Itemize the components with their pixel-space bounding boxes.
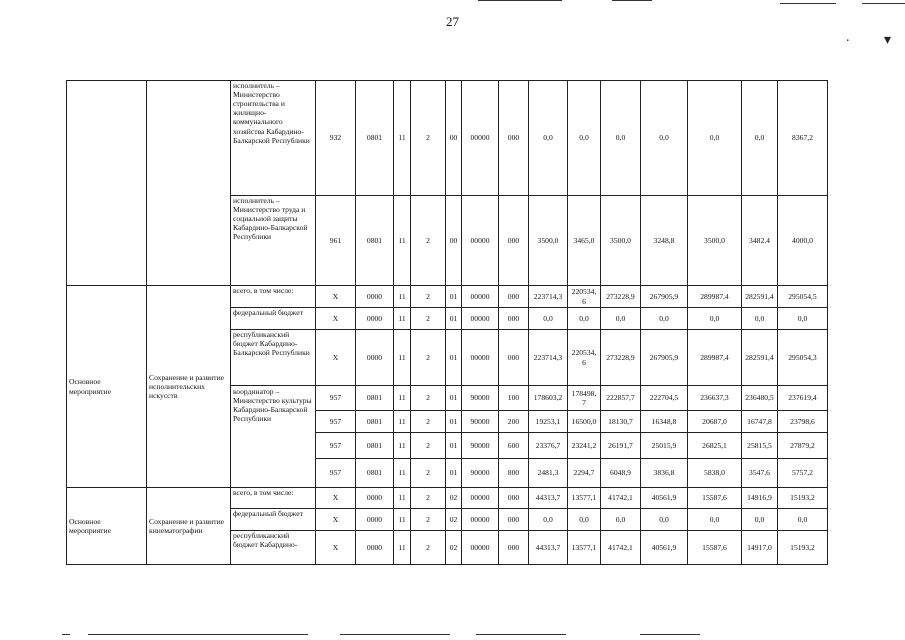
table-cell: 90000 — [462, 411, 499, 433]
table-cell: 23241,2 — [568, 433, 601, 459]
table-cell: 5838,0 — [688, 459, 742, 488]
table-cell: 000 — [499, 308, 529, 330]
table-cell: координатор – Министерство культуры Кабардино-Балкарской Республики — [231, 386, 316, 488]
table-cell: 90000 — [462, 459, 499, 488]
table-cell: 3500,0 — [601, 196, 641, 286]
table-cell: 00000 — [462, 196, 499, 286]
table-cell: 100 — [499, 386, 529, 411]
table-cell: 223714,3 — [529, 286, 568, 308]
table-cell: 13577,1 — [568, 531, 601, 565]
table-row — [67, 286, 828, 308]
table-cell: 282591,4 — [742, 286, 778, 308]
table-cell: 01 — [446, 308, 462, 330]
table-cell: 25815,5 — [742, 433, 778, 459]
table-cell: 0801 — [356, 411, 394, 433]
table-cell: 6048,9 — [601, 459, 641, 488]
budget-table — [66, 80, 828, 565]
table-cell: 000 — [499, 531, 529, 565]
table-cell: 220534,6 — [568, 330, 601, 386]
table-cell: 13577,1 — [568, 488, 601, 509]
table-cell: 44313,7 — [529, 531, 568, 565]
table-cell: 0,0 — [742, 509, 778, 531]
table-cell: 5757,2 — [778, 459, 828, 488]
table-cell: 15587,6 — [688, 488, 742, 509]
table-cell — [147, 81, 231, 196]
table-cell: 18130,7 — [601, 411, 641, 433]
table-cell: 0801 — [356, 386, 394, 411]
table-cell: всего, в том числе: — [231, 286, 316, 308]
table-cell: 23798,6 — [778, 411, 828, 433]
table-cell: 0801 — [356, 459, 394, 488]
table-cell: 0,0 — [529, 308, 568, 330]
table-cell: Основное мероприятие — [67, 286, 147, 488]
table-cell: 00000 — [462, 531, 499, 565]
table-cell: 2 — [411, 330, 446, 386]
table-cell: 295054,5 — [778, 286, 828, 308]
bottom-rule-1 — [62, 634, 70, 635]
table-cell: республиканский бюджет Кабардино- — [231, 531, 316, 565]
table-cell: 02 — [446, 509, 462, 531]
table-cell: 2 — [411, 531, 446, 565]
table-cell — [147, 196, 231, 286]
table-cell: 957 — [316, 386, 356, 411]
table-cell — [67, 81, 147, 196]
top-rule-4 — [862, 3, 905, 4]
table-cell: 2 — [411, 411, 446, 433]
table-cell: 11 — [394, 433, 411, 459]
table-cell: 237619,4 — [778, 386, 828, 411]
table-cell: 11 — [394, 196, 411, 286]
table-cell: 273228,9 — [601, 286, 641, 308]
margin-mark-1: . — [846, 30, 850, 45]
table-cell: X — [316, 330, 356, 386]
table-cell: 2 — [411, 488, 446, 509]
table-cell: 0,0 — [568, 308, 601, 330]
table-cell: 16348,8 — [641, 411, 688, 433]
table-cell: 600 — [499, 433, 529, 459]
table-cell: 00000 — [462, 488, 499, 509]
table-cell: 957 — [316, 411, 356, 433]
table-cell: 0,0 — [641, 308, 688, 330]
bottom-rule-3 — [340, 634, 450, 635]
table-cell: 0,0 — [568, 81, 601, 196]
table-cell — [67, 196, 147, 286]
table-cell: 25015,9 — [641, 433, 688, 459]
table-cell: 0,0 — [742, 81, 778, 196]
table-cell: 0,0 — [529, 81, 568, 196]
table-cell: 2 — [411, 286, 446, 308]
table-cell: 178603,2 — [529, 386, 568, 411]
table-cell: 11 — [394, 488, 411, 509]
table-cell: 00000 — [462, 330, 499, 386]
table-cell: 02 — [446, 531, 462, 565]
table-cell: 3248,8 — [641, 196, 688, 286]
table-cell: 01 — [446, 286, 462, 308]
table-cell: X — [316, 308, 356, 330]
table-cell: 223714,3 — [529, 330, 568, 386]
table-cell: 222857,7 — [601, 386, 641, 411]
table-cell: 200 — [499, 411, 529, 433]
table-cell: 11 — [394, 286, 411, 308]
table-cell: 000 — [499, 286, 529, 308]
table-cell: 0,0 — [601, 308, 641, 330]
table-cell: 000 — [499, 330, 529, 386]
table-cell: 41742,1 — [601, 531, 641, 565]
table-cell: 000 — [499, 81, 529, 196]
table-cell: 23376,7 — [529, 433, 568, 459]
table-cell: 90000 — [462, 386, 499, 411]
table-cell: 90000 — [462, 433, 499, 459]
table-cell: 3500,0 — [529, 196, 568, 286]
table-cell: 0,0 — [688, 509, 742, 531]
table-cell: 0,0 — [778, 308, 828, 330]
table-cell: республиканский бюджет Кабардино-Балкарской Республики — [231, 330, 316, 386]
table-cell: 0000 — [356, 509, 394, 531]
table-cell: 20687,0 — [688, 411, 742, 433]
table-cell: 3547,6 — [742, 459, 778, 488]
table-cell: 3482,4 — [742, 196, 778, 286]
top-rule-3 — [780, 3, 836, 4]
table-cell: 0,0 — [529, 509, 568, 531]
table-cell: 40561,9 — [641, 531, 688, 565]
table-cell: 2 — [411, 308, 446, 330]
table-cell: 222704,5 — [641, 386, 688, 411]
table-cell: 26825,1 — [688, 433, 742, 459]
table-cell: 11 — [394, 411, 411, 433]
top-rule-1 — [478, 0, 562, 1]
table-cell: 220534,6 — [568, 286, 601, 308]
table-cell: 2294,7 — [568, 459, 601, 488]
table-cell: 11 — [394, 308, 411, 330]
table-cell: 0000 — [356, 286, 394, 308]
table-cell: 0,0 — [601, 509, 641, 531]
table-cell: 01 — [446, 411, 462, 433]
table-cell: 0,0 — [688, 308, 742, 330]
table-row — [67, 488, 828, 509]
table-cell: федеральный бюджет — [231, 509, 316, 531]
table-cell: 40561,9 — [641, 488, 688, 509]
table-cell: 0801 — [356, 196, 394, 286]
table-cell: X — [316, 286, 356, 308]
table-cell: 3500,0 — [688, 196, 742, 286]
table-cell: 44313,7 — [529, 488, 568, 509]
table-cell: 0000 — [356, 330, 394, 386]
table-cell: X — [316, 509, 356, 531]
table-cell: 289987,4 — [688, 330, 742, 386]
table-cell: 0801 — [356, 81, 394, 196]
table-cell: 00 — [446, 196, 462, 286]
table-row — [67, 196, 828, 286]
table-cell: 2 — [411, 433, 446, 459]
table-cell: 3836,8 — [641, 459, 688, 488]
table-cell: 11 — [394, 386, 411, 411]
table-cell: исполнитель – Министерство строительства и жилищно-коммунального хозяйства Кабардино-Балкарской Республики — [231, 81, 316, 196]
table-cell: 0,0 — [601, 81, 641, 196]
table-cell: 00000 — [462, 308, 499, 330]
table-cell: 11 — [394, 509, 411, 531]
table-cell: 000 — [499, 196, 529, 286]
table-cell: 236637,3 — [688, 386, 742, 411]
table-cell: 15193,2 — [778, 531, 828, 565]
table-cell: 16500,0 — [568, 411, 601, 433]
table-cell: 2 — [411, 509, 446, 531]
table-cell: 0,0 — [568, 509, 601, 531]
table-cell: 15587,6 — [688, 531, 742, 565]
table-cell: 3465,0 — [568, 196, 601, 286]
table-cell: 0,0 — [742, 308, 778, 330]
table-cell: Основное мероприятие — [67, 488, 147, 565]
table-cell: X — [316, 488, 356, 509]
table-cell: 11 — [394, 81, 411, 196]
table-cell: 15193,2 — [778, 488, 828, 509]
table-cell: 00 — [446, 81, 462, 196]
margin-mark-2: ▾ — [884, 33, 892, 48]
table-cell: 0,0 — [641, 81, 688, 196]
table-cell: 0000 — [356, 488, 394, 509]
bottom-rule-4 — [476, 634, 566, 635]
table-cell: 01 — [446, 459, 462, 488]
bottom-rule-2 — [88, 634, 308, 635]
table-cell: 11 — [394, 531, 411, 565]
table-cell: исполнитель – Министерство труда и социальной защиты Кабардино-Балкарской Республики — [231, 196, 316, 286]
table-cell: 2 — [411, 81, 446, 196]
table-cell: 273228,9 — [601, 330, 641, 386]
table-cell: 282591,4 — [742, 330, 778, 386]
table-cell: 0000 — [356, 308, 394, 330]
table-cell: 289987,4 — [688, 286, 742, 308]
table-cell: 27879,2 — [778, 433, 828, 459]
table-cell: 2 — [411, 386, 446, 411]
table-cell: 00000 — [462, 286, 499, 308]
table-cell: 000 — [499, 488, 529, 509]
table-cell: 0000 — [356, 531, 394, 565]
table-cell: 4000,0 — [778, 196, 828, 286]
table-cell: 267905,9 — [641, 330, 688, 386]
table-cell: 41742,1 — [601, 488, 641, 509]
top-rule-2 — [612, 0, 652, 1]
table-cell: 16747,8 — [742, 411, 778, 433]
table-cell: 800 — [499, 459, 529, 488]
table-cell: федеральный бюджет — [231, 308, 316, 330]
table-cell: 2481,3 — [529, 459, 568, 488]
table-cell: 0,0 — [778, 509, 828, 531]
table-cell: Сохранение и развитие кинематографии — [147, 488, 231, 565]
table-row — [67, 81, 828, 196]
table-cell: всего, в том числе: — [231, 488, 316, 509]
table-cell: 236480,5 — [742, 386, 778, 411]
table-cell: 00000 — [462, 81, 499, 196]
table-cell: 02 — [446, 488, 462, 509]
table-cell: 000 — [499, 509, 529, 531]
table-cell: 19253,1 — [529, 411, 568, 433]
table-cell: 295054,3 — [778, 330, 828, 386]
bottom-rule-5 — [640, 634, 700, 635]
table-cell: 2 — [411, 196, 446, 286]
table-cell: Сохранение и развитие исполнительских искусств — [147, 286, 231, 488]
table-cell: 178498,7 — [568, 386, 601, 411]
table-cell: 26191,7 — [601, 433, 641, 459]
table-cell: 8367,2 — [778, 81, 828, 196]
table-cell: X — [316, 531, 356, 565]
table-cell: 2 — [411, 459, 446, 488]
table-cell: 932 — [316, 81, 356, 196]
table-cell: 01 — [446, 433, 462, 459]
table-cell: 0,0 — [641, 509, 688, 531]
table-cell: 14917,0 — [742, 531, 778, 565]
table-cell: 957 — [316, 459, 356, 488]
table-cell: 957 — [316, 433, 356, 459]
table-cell: 01 — [446, 386, 462, 411]
table-cell: 961 — [316, 196, 356, 286]
table-cell: 00000 — [462, 509, 499, 531]
page-number: 27 — [446, 14, 459, 29]
table-cell: 267905,9 — [641, 286, 688, 308]
table-cell: 11 — [394, 459, 411, 488]
table-cell: 11 — [394, 330, 411, 386]
table-cell: 01 — [446, 330, 462, 386]
table-cell: 0801 — [356, 433, 394, 459]
table-cell: 0,0 — [688, 81, 742, 196]
table-cell: 14916,9 — [742, 488, 778, 509]
